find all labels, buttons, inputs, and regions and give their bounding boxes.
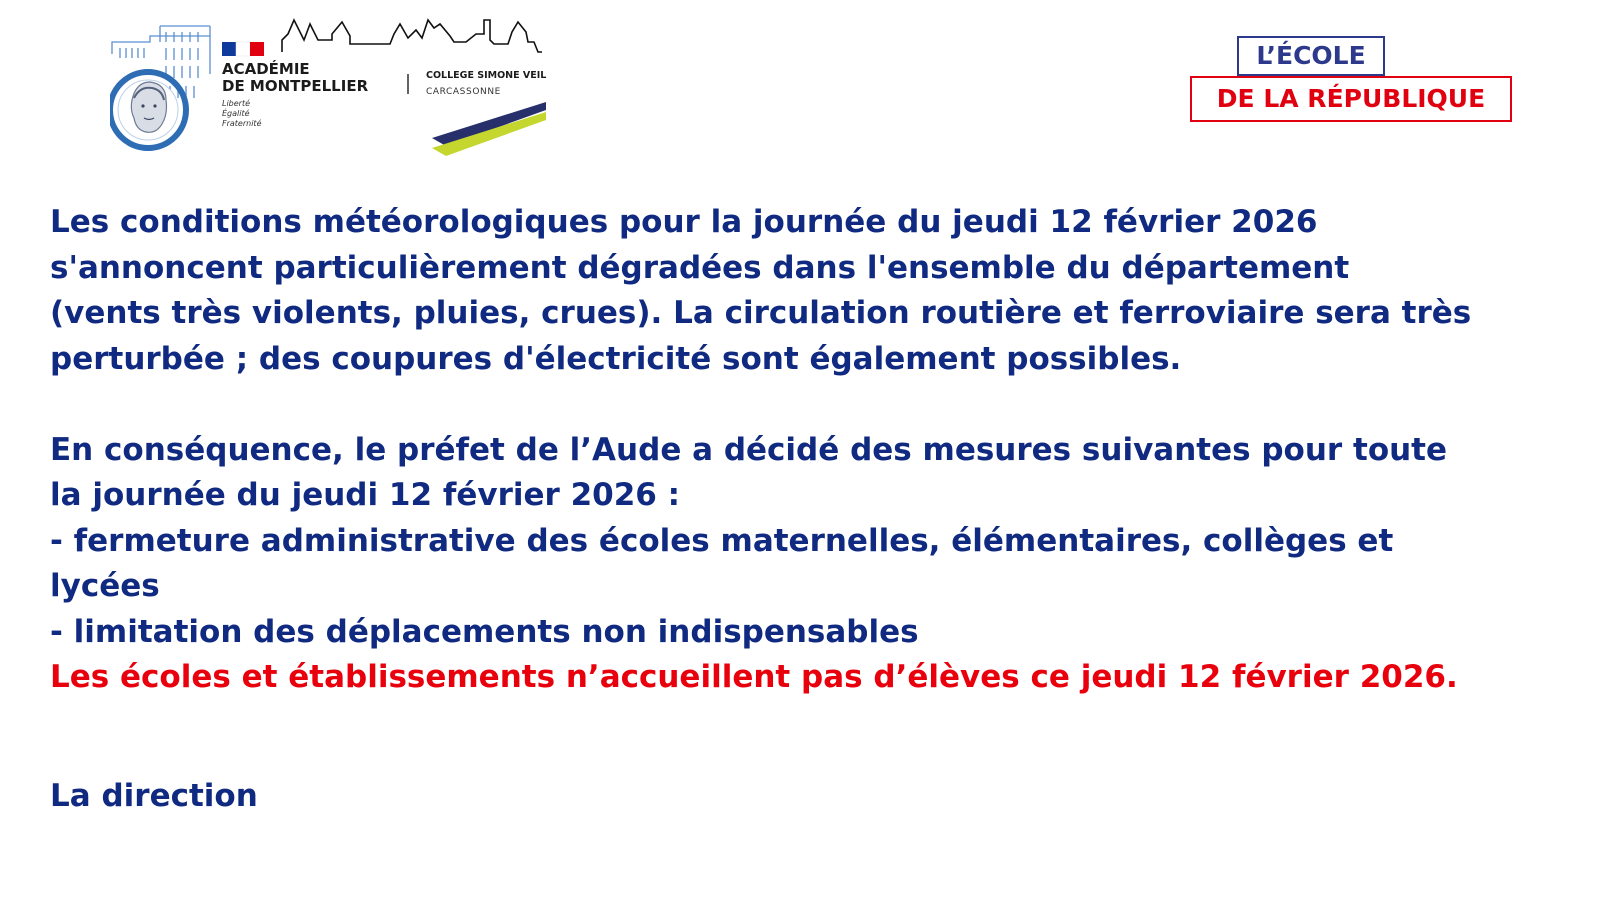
motto-fraternite: Fraternité — [222, 119, 262, 128]
academie-college-logo — [110, 14, 570, 164]
measure-item-closure: - fermeture administrative des écoles maternelles, élémentaires, collèges et — [50, 522, 1394, 559]
academie-name-line2: DE MONTPELLIER — [222, 77, 369, 95]
city-skyline-icon — [282, 20, 542, 52]
ecole-logo-bottom: DE LA RÉPUBLIQUE — [1190, 76, 1512, 122]
page-header — [0, 0, 1600, 180]
text-line: la journée du jeudi 12 février 2026 : — [50, 477, 681, 513]
measure-item-travel: - limitation des déplacements non indispensables — [50, 613, 919, 650]
college-city: CARCASSONNE — [426, 87, 501, 97]
text-line: (vents très violents, pluies, crues). La circulation routière et ferroviaire sera très — [50, 295, 1472, 331]
text-line: s'annoncent particulièrement dégradées dans l'ensemble du département — [50, 249, 1350, 286]
closure-highlight: Les écoles et établissements n’accueillent pas d’élèves ce jeudi 12 février 2026. — [50, 659, 1458, 695]
academie-name-line1: ACADÉMIE — [222, 60, 310, 78]
college-stripe-icon — [432, 102, 546, 156]
academie-logo-graphic — [110, 14, 570, 164]
french-flag-icon — [222, 42, 264, 56]
text-line: perturbée ; des coupures d'électricité sont également possibles. — [50, 340, 1182, 377]
weather-paragraph — [50, 200, 1570, 382]
paragraph-spacer — [50, 382, 1570, 428]
announcement-body — [50, 200, 1570, 701]
measure-item-closure-cont: lycées — [50, 568, 160, 604]
motto-liberte: Liberté — [222, 99, 251, 108]
measures-paragraph — [50, 428, 1570, 656]
ecole-republique-logo — [1190, 36, 1520, 128]
motto-egalite: Égalité — [222, 109, 250, 118]
text-line: En conséquence, le préfet de l’Aude a décidé des mesures suivantes pour toute — [50, 431, 1448, 468]
signature: La direction — [50, 778, 258, 814]
text-line: Les conditions météorologiques pour la journée du jeudi 12 février 2026 — [50, 204, 1318, 240]
portrait-emblem-icon — [110, 72, 186, 148]
ecole-logo-top: L’ÉCOLE — [1237, 36, 1385, 76]
college-name: COLLEGE SIMONE VEIL — [426, 70, 547, 81]
